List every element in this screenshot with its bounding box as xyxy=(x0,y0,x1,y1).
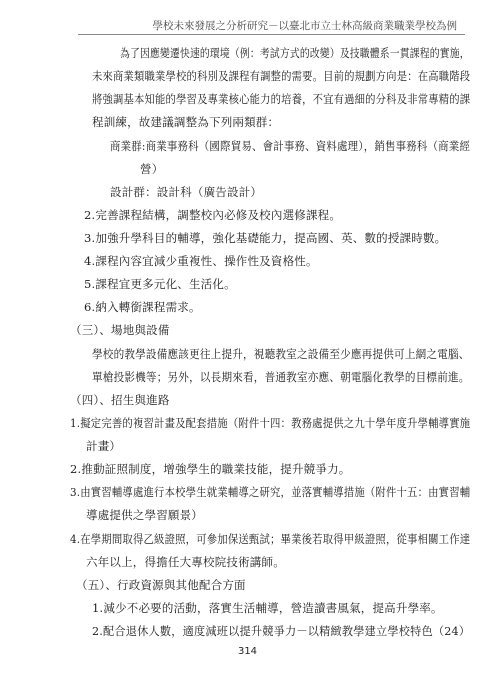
text-line: 將強調基本知能的學習及專業核心能力的培養，不宜有過細的分科及非常專精的課 xyxy=(92,92,471,107)
list-item: 5.課程宜更多元化、生活化。 xyxy=(84,277,236,292)
list-item: 6.納入轉銜課程需求。 xyxy=(84,300,201,315)
list-item: 4.在學期間取得乙級證照，可參加保送甄試；畢業後若取得甲級證照，從事相關工作達 xyxy=(70,531,471,546)
page-number: 314 xyxy=(237,646,258,657)
list-item: 1.減少不必要的活動，落實生活輔導，營造讀書風氣，提高升學率。 xyxy=(92,600,443,615)
list-item: 2.配合退休人數，適度減班以提升競爭力－以精緻教學建立學校特色（24） xyxy=(92,624,471,638)
text-line: 商業群:商業事務科（國際貿易、會計事務、資料處理），銷售事務科（商業經 xyxy=(110,138,471,153)
text-line: 學校的教學設備應該更往上提升，視聽教室之設備至少應再提供可上網之電腦、 xyxy=(92,346,470,361)
text-line: 計畫） xyxy=(86,439,122,453)
text-line: 程訓練，故建議調整為下列兩類群： xyxy=(92,115,280,130)
text-line: 單槍投影機等；另外，以長期來看，普通教室亦應、朝電腦化教學的目標前進。 xyxy=(92,369,470,384)
text-line: 六年以上，得擔任大專校院技術講師。 xyxy=(86,554,285,569)
list-item: 3.由實習輔導處進行本校學生就業輔導之研究，並落實輔導措施（附件十五：由實習輔 xyxy=(70,485,471,500)
list-item: 1.擬定完善的複習計畫及配套措施（附件十四：教務處提供之九十學年度升學輔導實施 xyxy=(70,415,471,430)
text-line: 導處提供之學習願景） xyxy=(86,508,203,523)
running-header: 學校未來發展之分析研究－以臺北市立士林高級商業職業學校為例 xyxy=(152,20,457,32)
section-heading: （三）、場地與設備 xyxy=(70,323,170,338)
list-item: 3.加強升學科目的輔導，強化基礎能力，提高國、英、數的授課時數。 xyxy=(84,231,447,245)
list-item: 2.推動証照制度，增強學生的職業技能，提升競爭力。 xyxy=(70,462,351,477)
text-line: 營） xyxy=(140,161,164,176)
list-item: 4.課程內容宜減少重複性、操作性及資格性。 xyxy=(84,254,318,269)
section-heading: （五）、行政資源與其他配合方面 xyxy=(76,577,246,592)
section-heading: （四）、招生與進路 xyxy=(70,392,170,407)
text-line: 未來商業類職業學校的科別及課程有調整的需要。目前的規劃方向是：在高職階段 xyxy=(92,69,471,84)
header-rule xyxy=(78,34,465,35)
text-line: 設計群：設計科（廣告設計） xyxy=(110,184,263,199)
list-item: 2.完善課程結構，調整校內必修及校內選修課程。 xyxy=(84,207,342,222)
text-line: 為了因應變遷快速的環境（例：考試方式的改變）及技職體系一貫課程的實施， xyxy=(120,46,470,60)
